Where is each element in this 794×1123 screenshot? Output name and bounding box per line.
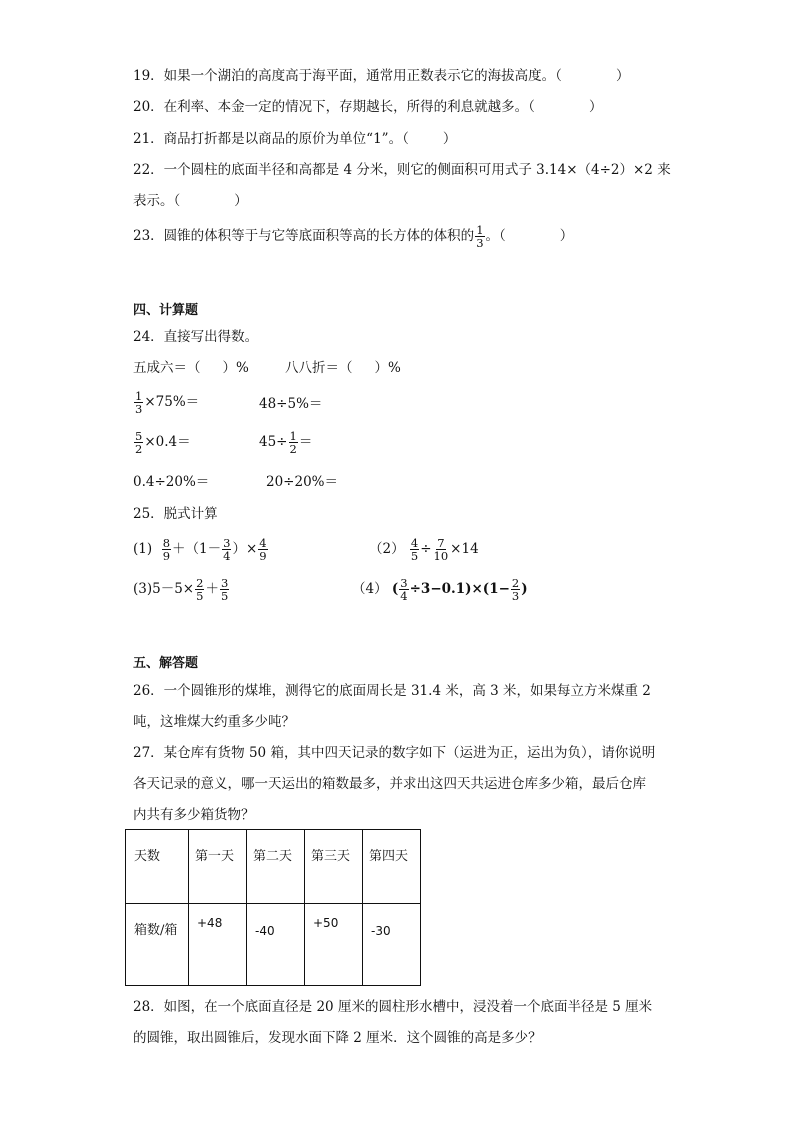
calc-row-4b: 20÷20%＝ bbox=[266, 474, 338, 490]
fraction: $\frac{4}{5}$ bbox=[410, 536, 419, 563]
q20-text: 20．在利率、本金一定的情况下，存期越长，所得的利息就越多。（ bbox=[133, 99, 535, 115]
expr-2: （2） $\frac{4}{5}$ ÷ $\frac{7}{10}$ ×14 bbox=[369, 536, 479, 563]
fraction: $\frac{8}{9}$ bbox=[162, 536, 171, 563]
table-cell: -30 bbox=[363, 904, 421, 986]
section-4-title: 四、计算题 bbox=[133, 303, 199, 318]
calc-row-3a: $\frac{5}{2}$ ×0.4＝ bbox=[135, 429, 191, 456]
q23-text: 23．圆锥的体积等于与它等底面积等高的长方体的体积的 bbox=[133, 228, 475, 244]
fraction: $\frac{7}{10}$ bbox=[433, 536, 449, 563]
fraction: $\frac{1}{3}$ bbox=[476, 223, 484, 250]
table-cell: 箱数/箱 bbox=[126, 904, 189, 986]
fraction: $\frac{5}{2}$ bbox=[135, 429, 143, 456]
question-26-line2: 吨，这堆煤大约重多少吨？ bbox=[133, 714, 295, 730]
table-header: 天数 bbox=[126, 830, 189, 904]
expr-4: （4） ( $\frac{3}{4}$ ÷3−0.1)×(1− $\frac{2}{3}$ ) bbox=[352, 576, 528, 603]
calc-row-1: 五成六＝（ ）% bbox=[133, 360, 249, 376]
table-header-row bbox=[126, 830, 421, 904]
table-header: 第一天 bbox=[189, 830, 247, 904]
question-27-line1: 27．某仓库有货物 50 箱，其中四天记录的数字如下（运进为正，运出为负），请你说明 bbox=[133, 745, 656, 761]
question-23: 23．圆锥的体积等于与它等底面积等高的长方体的体积的 $\frac{1}{3}$ 。（ ） bbox=[133, 223, 574, 250]
q21-text: 21．商品打折都是以商品的原价为单位“1”。（ bbox=[133, 131, 409, 147]
question-27-line2: 各天记录的意义，哪一天运出的箱数最多，并求出这四天共运进仓库多少箱，最后仓库 bbox=[133, 776, 646, 792]
question-27-line3: 内共有多少箱货物？ bbox=[133, 807, 255, 823]
fraction: $\frac{3}{4}$ bbox=[223, 536, 231, 563]
question-22-line2: 表示。（ ） bbox=[133, 193, 248, 209]
calc-row-2a: $\frac{1}{3}$ ×75%＝ bbox=[135, 389, 200, 416]
question-28-line2: 的圆锥，取出圆锥后，发现水面下降 2 厘米．这个圆锥的高是多少？ bbox=[133, 1030, 542, 1046]
calc-row-1b: 八八折＝（ ）% bbox=[285, 360, 401, 376]
question-21: 21．商品打折都是以商品的原价为单位“1”。（ ） bbox=[133, 131, 457, 147]
question-19: 19．如果一个湖泊的高度高于海平面，通常用正数表示它的海拔高度。（ ） bbox=[133, 68, 630, 84]
question-20: 20．在利率、本金一定的情况下，存期越长，所得的利息就越多。（ ） bbox=[133, 99, 603, 115]
table-cell: +50 bbox=[305, 904, 363, 986]
fraction: $\frac{2}{5}$ bbox=[196, 576, 204, 603]
question-26-line1: 26．一个圆锥形的煤堆，测得它的底面周长是 31.4 米，高 3 米，如果每立方米煤重 2 bbox=[133, 683, 651, 699]
records-table bbox=[125, 829, 421, 986]
table-cell: -40 bbox=[247, 904, 305, 986]
table-cell: +48 bbox=[189, 904, 247, 986]
section-5-title: 五、解答题 bbox=[133, 656, 199, 671]
fraction: $\frac{2}{3}$ bbox=[511, 576, 520, 603]
calc-row-3b: 45÷ $\frac{1}{2}$ ＝ bbox=[259, 429, 313, 456]
table-row bbox=[126, 904, 421, 986]
expr-1: (1) $\frac{8}{9}$ ＋（1－ $\frac{3}{4}$ ）× $\frac{4}{9}$ bbox=[133, 536, 267, 563]
fraction: $\frac{4}{9}$ bbox=[259, 536, 267, 563]
calc-row-2b: 48÷5%＝ bbox=[259, 396, 323, 412]
fraction: $\frac{1}{2}$ bbox=[289, 429, 297, 456]
question-28-line1: 28．如图，在一个底面直径是 20 厘米的圆柱形水槽中，浸没着一个底面半径是 5 厘米 bbox=[133, 999, 653, 1015]
table-header: 第四天 bbox=[363, 830, 421, 904]
q19-text: 19．如果一个湖泊的高度高于海平面，通常用正数表示它的海拔高度。（ bbox=[133, 68, 562, 84]
expr-3: (3)5－5× $\frac{2}{5}$ ＋ $\frac{3}{5}$ bbox=[133, 576, 229, 603]
table-header: 第三天 bbox=[305, 830, 363, 904]
q22-text: 22．一个圆柱的底面半径和高都是 4 分米，则它的侧面积可用式子 3.14×（4÷2）×2 来 bbox=[133, 162, 671, 178]
table-header: 第二天 bbox=[247, 830, 305, 904]
question-24: 24．直接写出得数。 bbox=[133, 329, 259, 345]
question-25: 25．脱式计算 bbox=[133, 506, 218, 522]
question-22-line1 bbox=[133, 161, 671, 179]
calc-row-4a: 0.4÷20%＝ bbox=[133, 474, 210, 490]
fraction: $\frac{3}{4}$ bbox=[400, 576, 408, 603]
fraction: $\frac{1}{3}$ bbox=[135, 389, 143, 416]
fraction: $\frac{3}{5}$ bbox=[220, 576, 229, 603]
